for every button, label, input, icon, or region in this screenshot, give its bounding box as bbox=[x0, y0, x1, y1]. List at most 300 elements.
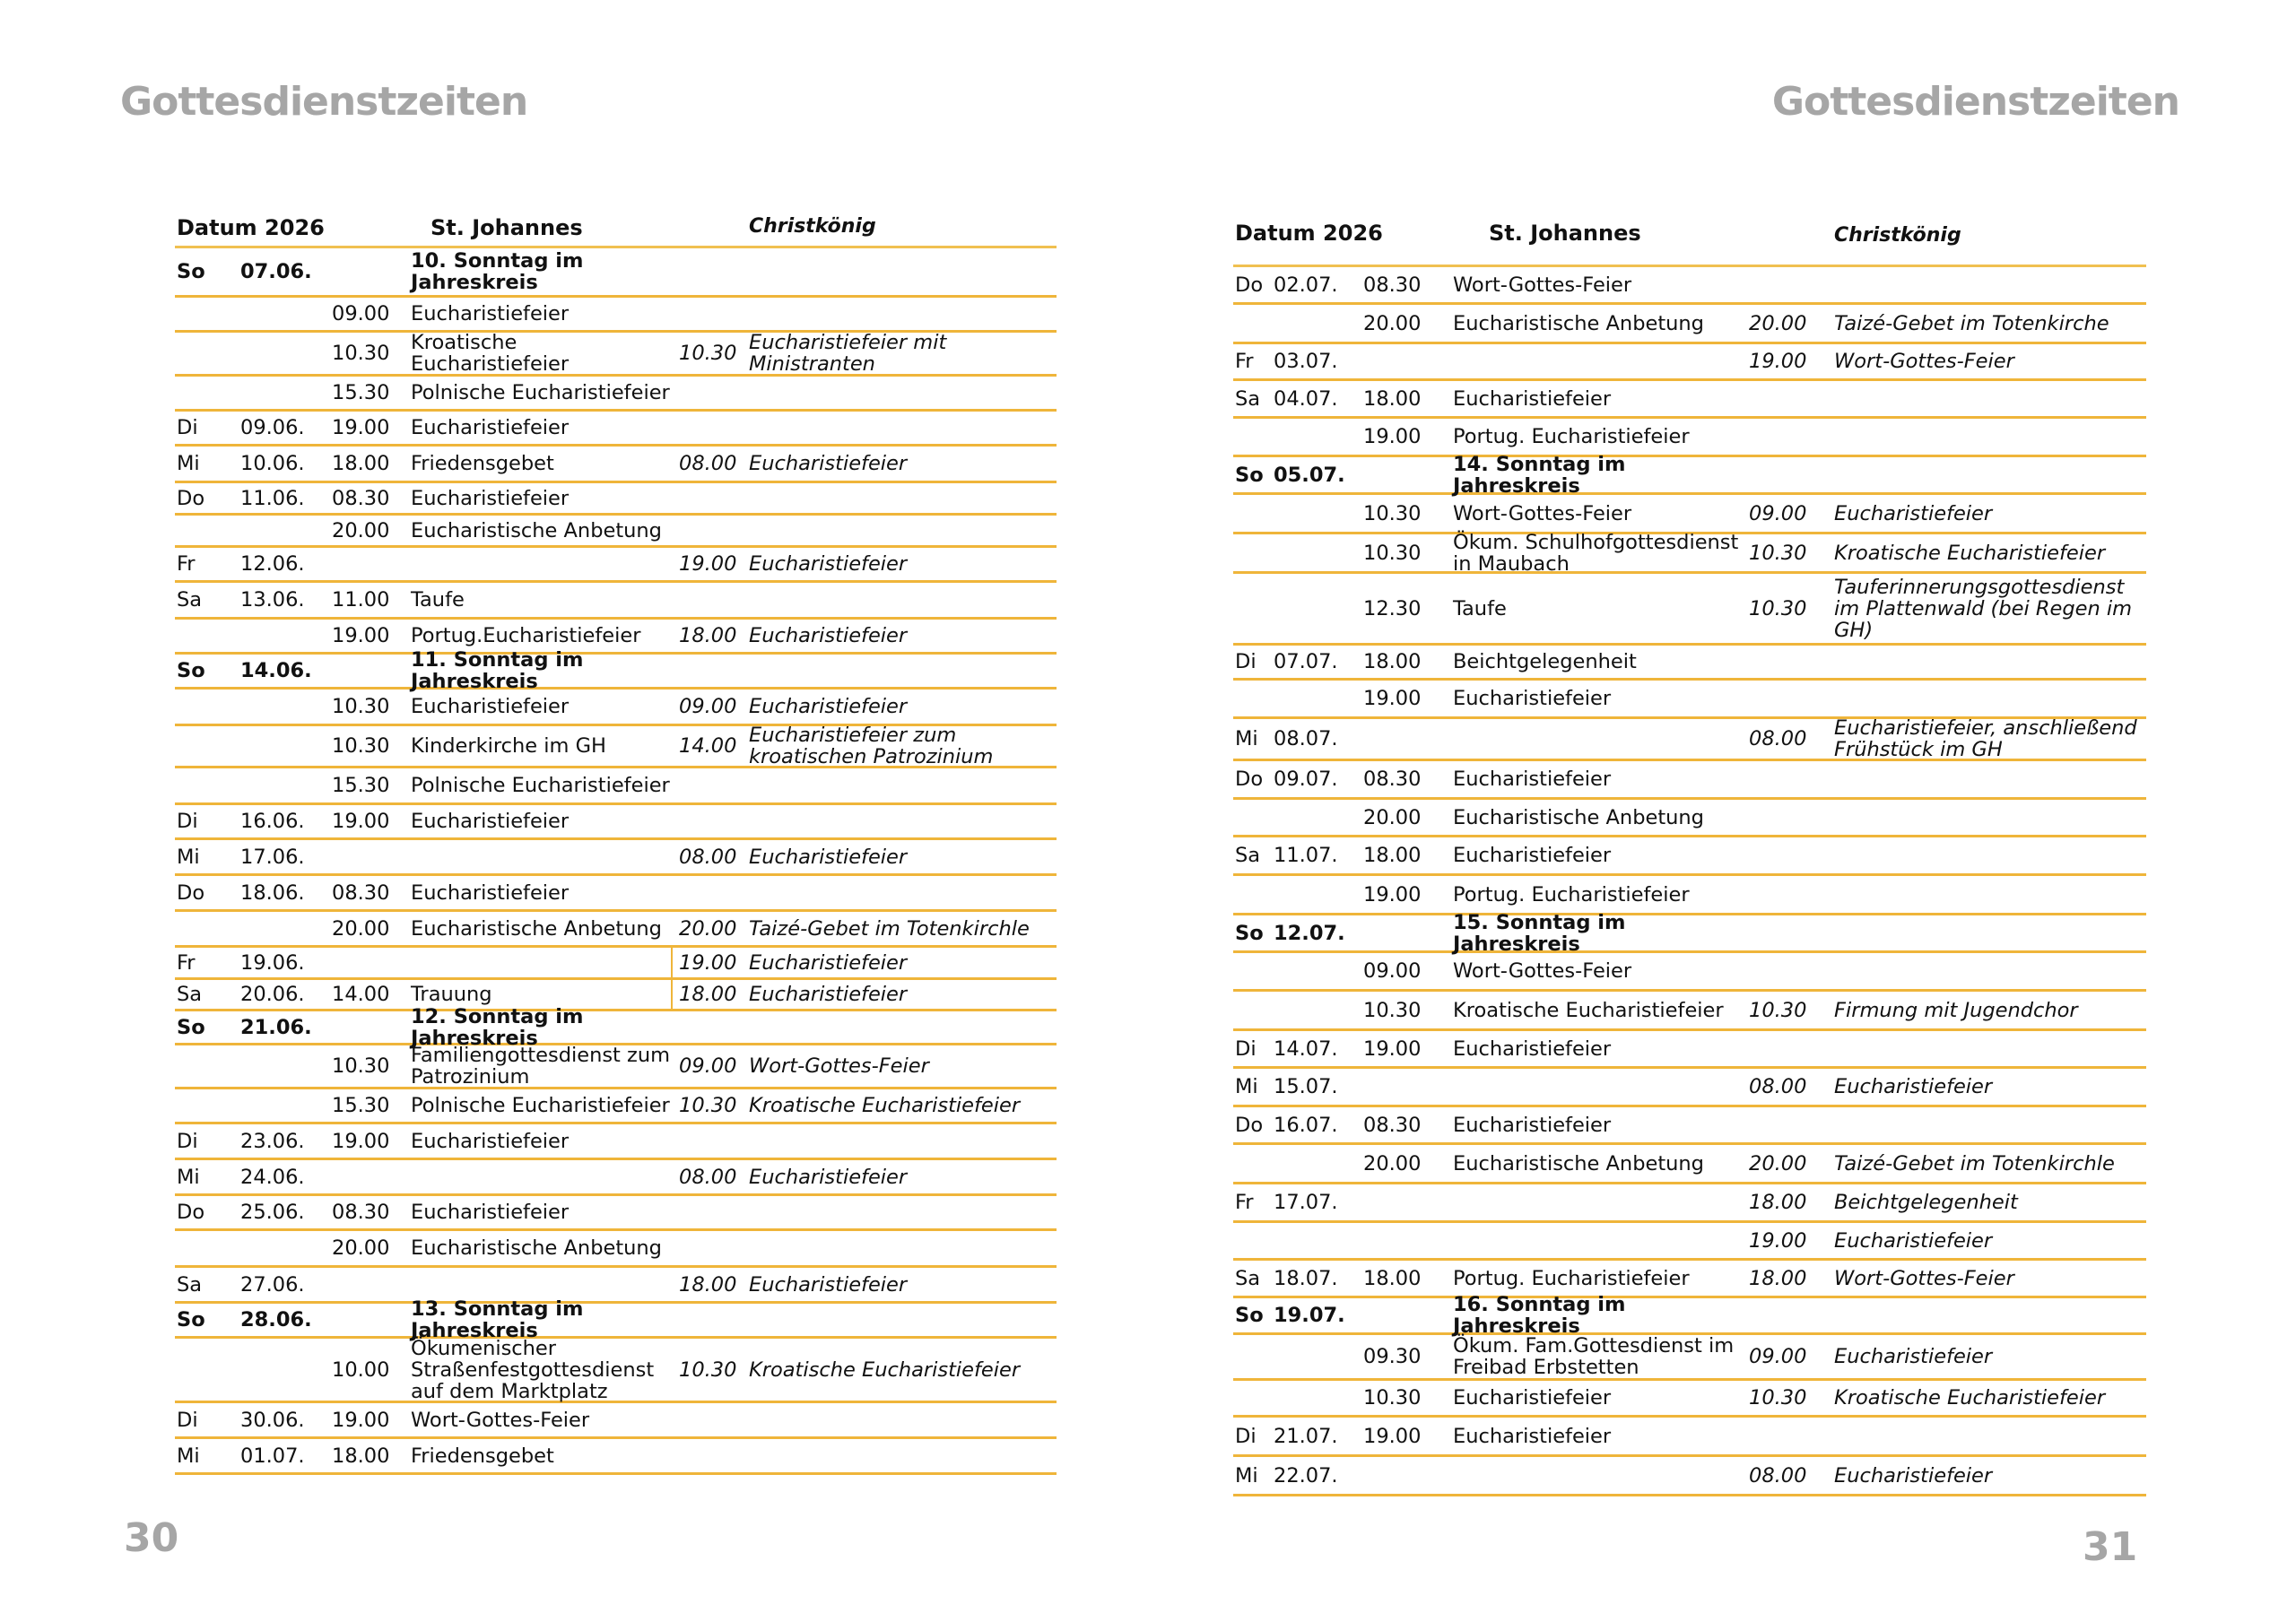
st-johannes-event: Eucharistiefeier bbox=[411, 695, 570, 718]
table-row bbox=[175, 412, 1057, 447]
table-row bbox=[1233, 1031, 2146, 1069]
table-row bbox=[1233, 419, 2146, 457]
st-johannes-time: 20.00 bbox=[332, 916, 390, 941]
date-cell: 14.06. bbox=[240, 659, 312, 682]
date-cell: 30.06. bbox=[240, 1408, 305, 1432]
christkoenig-event: Wort-Gottes-Feier bbox=[1834, 1266, 2014, 1290]
st-johannes-time: 18.00 bbox=[1363, 386, 1422, 411]
date-cell: 12.07. bbox=[1274, 921, 1345, 945]
st-johannes-event: Wort-Gottes-Feier bbox=[1453, 959, 1632, 983]
day-cell: Do bbox=[1235, 1113, 1264, 1137]
st-johannes-event: Eucharistiefeier bbox=[1453, 687, 1612, 710]
table-row bbox=[1233, 800, 2146, 837]
st-johannes-time: 19.00 bbox=[332, 1408, 390, 1432]
christkoenig-event: Taizé-Gebet im Totenkirchle bbox=[1834, 1151, 2115, 1175]
table-row bbox=[1233, 681, 2146, 719]
st-johannes-event: Eucharistiefeier bbox=[1453, 386, 1612, 411]
table-row bbox=[175, 516, 1057, 548]
christkoenig-time: 08.00 bbox=[1749, 1463, 1807, 1488]
day-cell: Di bbox=[177, 1408, 198, 1432]
day-cell: Mi bbox=[1235, 1075, 1258, 1098]
date-cell: 19.07. bbox=[1274, 1304, 1345, 1327]
st-johannes-event: Eucharistiefeier bbox=[411, 810, 570, 833]
christkoenig-time: 19.00 bbox=[679, 552, 737, 576]
table-row bbox=[175, 548, 1057, 583]
christkoenig-time: 08.00 bbox=[1749, 1075, 1807, 1098]
christkoenig-time: 20.00 bbox=[1749, 1151, 1807, 1175]
date-cell: 22.07. bbox=[1274, 1463, 1338, 1488]
st-johannes-time: 19.00 bbox=[1363, 1037, 1422, 1061]
st-johannes-event: 10. Sonntag im Jahreskreis bbox=[411, 249, 584, 294]
christkoenig-event: Eucharistiefeier bbox=[749, 624, 908, 647]
st-johannes-event: Eucharistiefeier bbox=[1453, 768, 1612, 791]
table-row-sunday bbox=[1233, 910, 2146, 956]
day-cell: Do bbox=[1235, 768, 1264, 791]
day-cell: So bbox=[177, 260, 205, 283]
table-row bbox=[1233, 344, 2146, 381]
st-johannes-event: Portug. Eucharistiefeier bbox=[1453, 1266, 1690, 1290]
christkoenig-event: Eucharistiefeier bbox=[749, 552, 908, 576]
date-cell: 21.07. bbox=[1274, 1424, 1338, 1448]
st-johannes-event: Kinderkirche im GH bbox=[411, 734, 606, 758]
day-cell: Sa bbox=[177, 983, 203, 1006]
date-cell: 09.07. bbox=[1274, 768, 1338, 791]
day-cell: Di bbox=[1235, 1424, 1257, 1448]
table-row bbox=[1233, 1261, 2146, 1298]
schedule-table bbox=[1233, 213, 2146, 1496]
st-johannes-time: 10.30 bbox=[1363, 541, 1422, 565]
christkoenig-time: 18.00 bbox=[1749, 1191, 1807, 1214]
christkoenig-time: 10.30 bbox=[679, 342, 737, 365]
day-cell: Sa bbox=[1235, 1266, 1261, 1290]
day-cell: Di bbox=[1235, 650, 1257, 673]
christkoenig-event: Eucharistiefeier bbox=[749, 1165, 908, 1189]
christkoenig-time: 10.30 bbox=[1749, 541, 1807, 565]
table-row bbox=[175, 377, 1057, 412]
christkoenig-event: Eucharistiefeier bbox=[1834, 1345, 1993, 1368]
table-row bbox=[175, 1336, 1057, 1403]
st-johannes-event: 12. Sonntag im Jahreskreis bbox=[411, 1004, 584, 1050]
st-johannes-time: 08.30 bbox=[1363, 768, 1422, 791]
christkoenig-time: 08.00 bbox=[1749, 727, 1807, 750]
table-row bbox=[175, 726, 1057, 768]
st-johannes-event: Eucharistiefeier bbox=[411, 486, 570, 510]
st-johannes-event: Eucharistiefeier bbox=[411, 1129, 570, 1153]
st-johannes-event: Eucharistiefeier bbox=[1453, 1113, 1612, 1137]
christkoenig-event: Taizé-Gebet im Totenkirche bbox=[1834, 311, 2109, 335]
st-johannes-time: 10.30 bbox=[1363, 501, 1422, 525]
table-row-sunday bbox=[175, 1297, 1057, 1342]
st-johannes-event: Eucharistiefeier bbox=[411, 302, 570, 325]
date-cell: 08.07. bbox=[1274, 727, 1338, 750]
table-body bbox=[1233, 267, 2146, 1496]
christkoenig-time: 09.00 bbox=[1749, 501, 1807, 525]
table-row bbox=[175, 948, 1057, 980]
table-row bbox=[175, 1439, 1057, 1475]
christkoenig-time: 19.00 bbox=[1749, 350, 1807, 373]
day-cell: Di bbox=[177, 1129, 198, 1153]
st-johannes-event: 15. Sonntag im Jahreskreis bbox=[1453, 910, 1626, 956]
st-johannes-time: 15.30 bbox=[332, 1094, 390, 1117]
table-row bbox=[175, 583, 1057, 620]
table-row bbox=[175, 1045, 1057, 1089]
day-cell: Sa bbox=[177, 1272, 203, 1297]
st-johannes-event: Ökum. Schulhofgottesdienst in Maubach bbox=[1453, 530, 1739, 576]
christkoenig-event: Eucharistiefeier mit Ministranten bbox=[749, 331, 947, 376]
day-cell: So bbox=[1235, 921, 1264, 945]
christkoenig-time: 19.00 bbox=[679, 950, 737, 975]
st-johannes-event: Eucharistiefeier bbox=[411, 1201, 570, 1224]
table-row bbox=[1233, 992, 2146, 1031]
table-row bbox=[175, 1231, 1057, 1268]
table-row bbox=[175, 912, 1057, 948]
table-row bbox=[175, 768, 1057, 805]
table-row-sunday bbox=[175, 648, 1057, 693]
day-cell: Mi bbox=[177, 845, 200, 869]
st-johannes-event: Portug. Eucharistiefeier bbox=[1453, 425, 1690, 448]
table-row bbox=[1233, 1457, 2146, 1496]
st-johannes-time: 15.30 bbox=[332, 774, 390, 797]
header-christkoenig: Christkönig bbox=[749, 215, 876, 238]
page-title: Gottesdienstzeiten bbox=[1771, 79, 2179, 125]
st-johannes-time: 09.00 bbox=[332, 302, 390, 325]
table-row bbox=[175, 447, 1057, 483]
st-johannes-time: 08.30 bbox=[332, 880, 390, 905]
st-johannes-event: Polnische Eucharistiefeier bbox=[411, 774, 670, 797]
st-johannes-time: 09.30 bbox=[1363, 1345, 1422, 1368]
table-row-sunday bbox=[1233, 452, 2146, 498]
christkoenig-time: 09.00 bbox=[1749, 1345, 1807, 1368]
st-johannes-time: 10.00 bbox=[332, 1357, 390, 1382]
day-cell: Mi bbox=[1235, 727, 1258, 750]
st-johannes-time: 20.00 bbox=[332, 518, 390, 542]
table-row bbox=[175, 298, 1057, 333]
date-cell: 17.07. bbox=[1274, 1191, 1338, 1214]
st-johannes-event: Eucharistiefeier bbox=[1453, 1386, 1612, 1409]
st-johannes-time: 20.00 bbox=[1363, 1151, 1422, 1175]
christkoenig-event: Eucharistiefeier bbox=[749, 695, 908, 718]
table-row bbox=[1233, 761, 2146, 800]
st-johannes-event: Polnische Eucharistiefeier bbox=[411, 1094, 670, 1117]
date-cell: 18.06. bbox=[240, 880, 305, 905]
christkoenig-event: Eucharistiefeier bbox=[1834, 501, 1993, 525]
christkoenig-time: 10.30 bbox=[679, 1094, 737, 1117]
st-johannes-event: 13. Sonntag im Jahreskreis bbox=[411, 1297, 584, 1342]
st-johannes-event: Ökumenischer Straßenfestgottesdienst auf dem Marktplatz bbox=[411, 1336, 655, 1403]
christkoenig-event: Beichtgelegenheit bbox=[1834, 1191, 2018, 1214]
day-cell: Di bbox=[177, 416, 198, 439]
day-cell: Sa bbox=[177, 588, 203, 612]
christkoenig-time: 19.00 bbox=[1749, 1228, 1807, 1253]
st-johannes-event: 11. Sonntag im Jahreskreis bbox=[411, 648, 584, 693]
st-johannes-event: 16. Sonntag im Jahreskreis bbox=[1453, 1293, 1626, 1338]
christkoenig-time: 18.00 bbox=[679, 624, 737, 647]
table-row bbox=[1233, 1418, 2146, 1457]
st-johannes-event: Eucharistische Anbetung bbox=[411, 916, 662, 941]
table-row-sunday bbox=[175, 248, 1057, 298]
christkoenig-event: Eucharistiefeier zum kroatischen Patrozinium bbox=[749, 724, 994, 768]
date-cell: 12.06. bbox=[240, 552, 305, 576]
day-cell: So bbox=[177, 1308, 205, 1331]
st-johannes-time: 19.00 bbox=[332, 624, 390, 647]
day-cell: So bbox=[177, 1015, 205, 1039]
christkoenig-time: 09.00 bbox=[679, 1054, 737, 1078]
header-st-johannes: St. Johannes bbox=[1489, 221, 1641, 246]
st-johannes-event: Kroatische Eucharistiefeier bbox=[1453, 998, 1724, 1022]
st-johannes-time: 12.30 bbox=[1363, 596, 1422, 620]
table-row bbox=[175, 483, 1057, 516]
day-cell: Mi bbox=[1235, 1463, 1258, 1488]
page-number: 30 bbox=[124, 1515, 179, 1561]
table-row bbox=[1233, 495, 2146, 534]
christkoenig-event: Eucharistiefeier bbox=[1834, 1228, 1993, 1253]
christkoenig-event: Wort-Gottes-Feier bbox=[749, 1054, 929, 1078]
st-johannes-event: Eucharistiefeier bbox=[1453, 844, 1612, 867]
table-row bbox=[1233, 1107, 2146, 1145]
st-johannes-event: Taufe bbox=[411, 588, 465, 612]
day-cell: Do bbox=[177, 1201, 205, 1224]
st-johannes-event: Eucharistische Anbetung bbox=[411, 1236, 662, 1260]
christkoenig-time: 08.00 bbox=[679, 1165, 737, 1189]
christkoenig-time: 20.00 bbox=[679, 916, 737, 941]
st-johannes-event: Familiengottesdienst zum Patrozinium bbox=[411, 1044, 671, 1089]
st-johannes-time: 19.00 bbox=[1363, 425, 1422, 448]
christkoenig-time: 10.30 bbox=[1749, 596, 1807, 620]
christkoenig-event: Eucharistiefeier bbox=[1834, 1075, 1993, 1098]
st-johannes-time: 20.00 bbox=[1363, 311, 1422, 335]
table-row bbox=[1233, 1145, 2146, 1184]
date-cell: 05.07. bbox=[1274, 463, 1345, 487]
table-row bbox=[1233, 530, 2146, 576]
christkoenig-event: Eucharistiefeier bbox=[749, 845, 908, 869]
st-johannes-time: 08.30 bbox=[1363, 1113, 1422, 1137]
header-christkoenig: Christkönig bbox=[1834, 224, 1961, 247]
st-johannes-time: 19.00 bbox=[332, 416, 390, 439]
day-cell: Do bbox=[1235, 273, 1264, 297]
day-cell: So bbox=[1235, 463, 1264, 487]
day-cell: Fr bbox=[177, 552, 196, 576]
date-cell: 19.06. bbox=[240, 950, 305, 975]
table-row-sunday bbox=[175, 1004, 1057, 1050]
st-johannes-event: Wort-Gottes-Feier bbox=[1453, 501, 1632, 525]
christkoenig-time: 18.00 bbox=[1749, 1266, 1807, 1290]
st-johannes-time: 18.00 bbox=[1363, 650, 1422, 673]
st-johannes-time: 09.00 bbox=[1363, 959, 1422, 983]
st-johannes-event: Eucharistiefeier bbox=[411, 880, 570, 905]
table-row bbox=[1233, 876, 2146, 915]
st-johannes-event: 14. Sonntag im Jahreskreis bbox=[1453, 452, 1626, 498]
date-cell: 10.06. bbox=[240, 452, 305, 475]
christkoenig-time: 09.00 bbox=[679, 695, 737, 718]
st-johannes-time: 20.00 bbox=[332, 1236, 390, 1260]
day-cell: Fr bbox=[177, 950, 196, 975]
christkoenig-time: 08.00 bbox=[679, 452, 737, 475]
st-johannes-time: 20.00 bbox=[1363, 805, 1422, 829]
date-cell: 25.06. bbox=[240, 1201, 305, 1224]
st-johannes-time: 08.30 bbox=[332, 1201, 390, 1224]
table-row bbox=[175, 805, 1057, 840]
st-johannes-time: 18.00 bbox=[1363, 844, 1422, 867]
table-row bbox=[175, 1403, 1057, 1439]
table-row bbox=[1233, 381, 2146, 419]
st-johannes-event: Kroatische Eucharistiefeier bbox=[411, 331, 570, 376]
date-cell: 01.07. bbox=[240, 1444, 305, 1468]
st-johannes-event: Eucharistische Anbetung bbox=[411, 518, 662, 542]
day-cell: Sa bbox=[1235, 844, 1261, 867]
christkoenig-event: Kroatische Eucharistiefeier bbox=[1834, 1386, 2106, 1409]
page-title: Gottesdienstzeiten bbox=[120, 79, 528, 125]
st-johannes-time: 10.30 bbox=[332, 695, 390, 718]
table-row-sunday bbox=[1233, 1293, 2146, 1338]
christkoenig-event: Tauferinnerungsgottesdienst im Plattenwald (bei Regen im GH) bbox=[1834, 575, 2133, 642]
day-cell: Sa bbox=[1235, 386, 1261, 411]
table-row bbox=[175, 840, 1057, 876]
st-johannes-event: Portug.Eucharistiefeier bbox=[411, 624, 641, 647]
st-johannes-event: Wort-Gottes-Feier bbox=[1453, 273, 1632, 297]
st-johannes-event: Beichtgelegenheit bbox=[1453, 650, 1637, 673]
christkoenig-event: Eucharistiefeier bbox=[1834, 1463, 1993, 1488]
date-cell: 23.06. bbox=[240, 1129, 305, 1153]
table-row bbox=[1233, 1184, 2146, 1223]
table-row bbox=[1233, 646, 2146, 681]
date-cell: 07.06. bbox=[240, 260, 312, 283]
st-johannes-event: Eucharistiefeier bbox=[1453, 1037, 1612, 1061]
st-johannes-time: 14.00 bbox=[332, 983, 390, 1006]
st-johannes-event: Eucharistiefeier bbox=[1453, 1424, 1612, 1448]
st-johannes-time: 10.30 bbox=[332, 1054, 390, 1078]
table-header bbox=[175, 213, 1057, 248]
day-cell: Mi bbox=[177, 452, 200, 475]
header-st-johannes: St. Johannes bbox=[430, 215, 583, 240]
st-johannes-time: 10.30 bbox=[1363, 1386, 1422, 1409]
st-johannes-event: Eucharistische Anbetung bbox=[1453, 1151, 1704, 1175]
christkoenig-event: Kroatische Eucharistiefeier bbox=[749, 1094, 1021, 1117]
christkoenig-time: 08.00 bbox=[679, 845, 737, 869]
christkoenig-time: 20.00 bbox=[1749, 311, 1807, 335]
date-cell: 15.07. bbox=[1274, 1075, 1338, 1098]
christkoenig-event: Eucharistiefeier bbox=[749, 1272, 908, 1297]
st-johannes-time: 19.00 bbox=[1363, 1424, 1422, 1448]
day-cell: Di bbox=[177, 810, 198, 833]
table-row bbox=[1233, 1223, 2146, 1261]
table-row bbox=[1233, 305, 2146, 344]
date-cell: 04.07. bbox=[1274, 386, 1338, 411]
table-row bbox=[175, 1089, 1057, 1124]
christkoenig-event: Eucharistiefeier, anschließend Frühstück im GH bbox=[1834, 716, 2137, 761]
table-row bbox=[1233, 1335, 2146, 1381]
table-row bbox=[175, 333, 1057, 377]
st-johannes-event: Polnische Eucharistiefeier bbox=[411, 381, 670, 404]
christkoenig-event: Eucharistiefeier bbox=[749, 452, 908, 475]
date-cell: 13.06. bbox=[240, 588, 305, 612]
st-johannes-time: 19.00 bbox=[332, 810, 390, 833]
st-johannes-time: 10.30 bbox=[332, 342, 390, 365]
table-row bbox=[1233, 837, 2146, 876]
table-row bbox=[175, 876, 1057, 912]
st-johannes-event: Trauung bbox=[411, 983, 492, 1006]
christkoenig-event: Eucharistiefeier bbox=[749, 950, 908, 975]
table-row bbox=[1233, 1069, 2146, 1107]
date-cell: 14.07. bbox=[1274, 1037, 1338, 1061]
day-cell: Fr bbox=[1235, 1191, 1254, 1214]
christkoenig-time: 18.00 bbox=[679, 1272, 737, 1297]
christkoenig-event: Kroatische Eucharistiefeier bbox=[749, 1357, 1021, 1382]
st-johannes-time: 18.00 bbox=[1363, 1266, 1422, 1290]
date-cell: 03.07. bbox=[1274, 350, 1338, 373]
table-body bbox=[175, 248, 1057, 1475]
date-cell: 27.06. bbox=[240, 1272, 305, 1297]
page-number: 31 bbox=[2083, 1524, 2138, 1570]
christkoenig-time: 18.00 bbox=[679, 983, 737, 1006]
date-cell: 16.06. bbox=[240, 810, 305, 833]
table-row bbox=[1233, 716, 2146, 761]
date-cell: 28.06. bbox=[240, 1308, 312, 1331]
st-johannes-time: 19.00 bbox=[332, 1129, 390, 1153]
st-johannes-time: 10.30 bbox=[332, 734, 390, 758]
table-row bbox=[175, 1160, 1057, 1196]
table-row bbox=[1233, 953, 2146, 992]
st-johannes-event: Eucharistische Anbetung bbox=[1453, 805, 1704, 829]
christkoenig-time: 10.30 bbox=[679, 1357, 737, 1382]
date-cell: 11.06. bbox=[240, 486, 305, 510]
st-johannes-time: 15.30 bbox=[332, 381, 390, 404]
table-row bbox=[1233, 1381, 2146, 1418]
page-31 bbox=[1148, 0, 2296, 1622]
table-row bbox=[175, 690, 1057, 726]
st-johannes-event: Friedensgebet bbox=[411, 452, 554, 475]
date-cell: 09.06. bbox=[240, 416, 305, 439]
table-row bbox=[1233, 267, 2146, 305]
day-cell: Mi bbox=[177, 1165, 200, 1189]
christkoenig-time: 10.30 bbox=[1749, 1386, 1807, 1409]
st-johannes-event: Eucharistische Anbetung bbox=[1453, 311, 1704, 335]
christkoenig-event: Kroatische Eucharistiefeier bbox=[1834, 541, 2106, 565]
st-johannes-time: 08.30 bbox=[332, 486, 390, 510]
table-header bbox=[1233, 213, 2146, 267]
date-cell: 20.06. bbox=[240, 983, 305, 1006]
table-row bbox=[1233, 574, 2146, 646]
date-cell: 24.06. bbox=[240, 1165, 305, 1189]
date-cell: 02.07. bbox=[1274, 273, 1338, 297]
st-johannes-event: Ökum. Fam.Gottesdienst im Freibad Erbstetten bbox=[1453, 1334, 1735, 1379]
date-cell: 17.06. bbox=[240, 845, 305, 869]
table-row bbox=[175, 1196, 1057, 1231]
st-johannes-time: 18.00 bbox=[332, 452, 390, 475]
st-johannes-time: 11.00 bbox=[332, 588, 390, 612]
christkoenig-time: 10.30 bbox=[1749, 998, 1807, 1022]
christkoenig-event: Taizé-Gebet im Totenkirchle bbox=[749, 916, 1030, 941]
christkoenig-event: Eucharistiefeier bbox=[749, 983, 908, 1006]
day-cell: So bbox=[1235, 1304, 1264, 1327]
date-cell: 11.07. bbox=[1274, 844, 1338, 867]
schedule-table bbox=[175, 213, 1057, 1475]
table-row bbox=[175, 1124, 1057, 1160]
st-johannes-event: Friedensgebet bbox=[411, 1444, 554, 1468]
st-johannes-event: Eucharistiefeier bbox=[411, 416, 570, 439]
st-johannes-event: Taufe bbox=[1453, 596, 1507, 620]
day-cell: Di bbox=[1235, 1037, 1257, 1061]
date-cell: 18.07. bbox=[1274, 1266, 1338, 1290]
st-johannes-time: 08.30 bbox=[1363, 273, 1422, 297]
christkoenig-event: Wort-Gottes-Feier bbox=[1834, 350, 2014, 373]
header-date: Datum 2026 bbox=[177, 215, 325, 240]
christkoenig-time: 14.00 bbox=[679, 734, 737, 758]
day-cell: Do bbox=[177, 880, 205, 905]
column-divider bbox=[671, 980, 673, 1009]
st-johannes-time: 10.30 bbox=[1363, 998, 1422, 1022]
day-cell: Do bbox=[177, 486, 205, 510]
day-cell: So bbox=[177, 659, 205, 682]
